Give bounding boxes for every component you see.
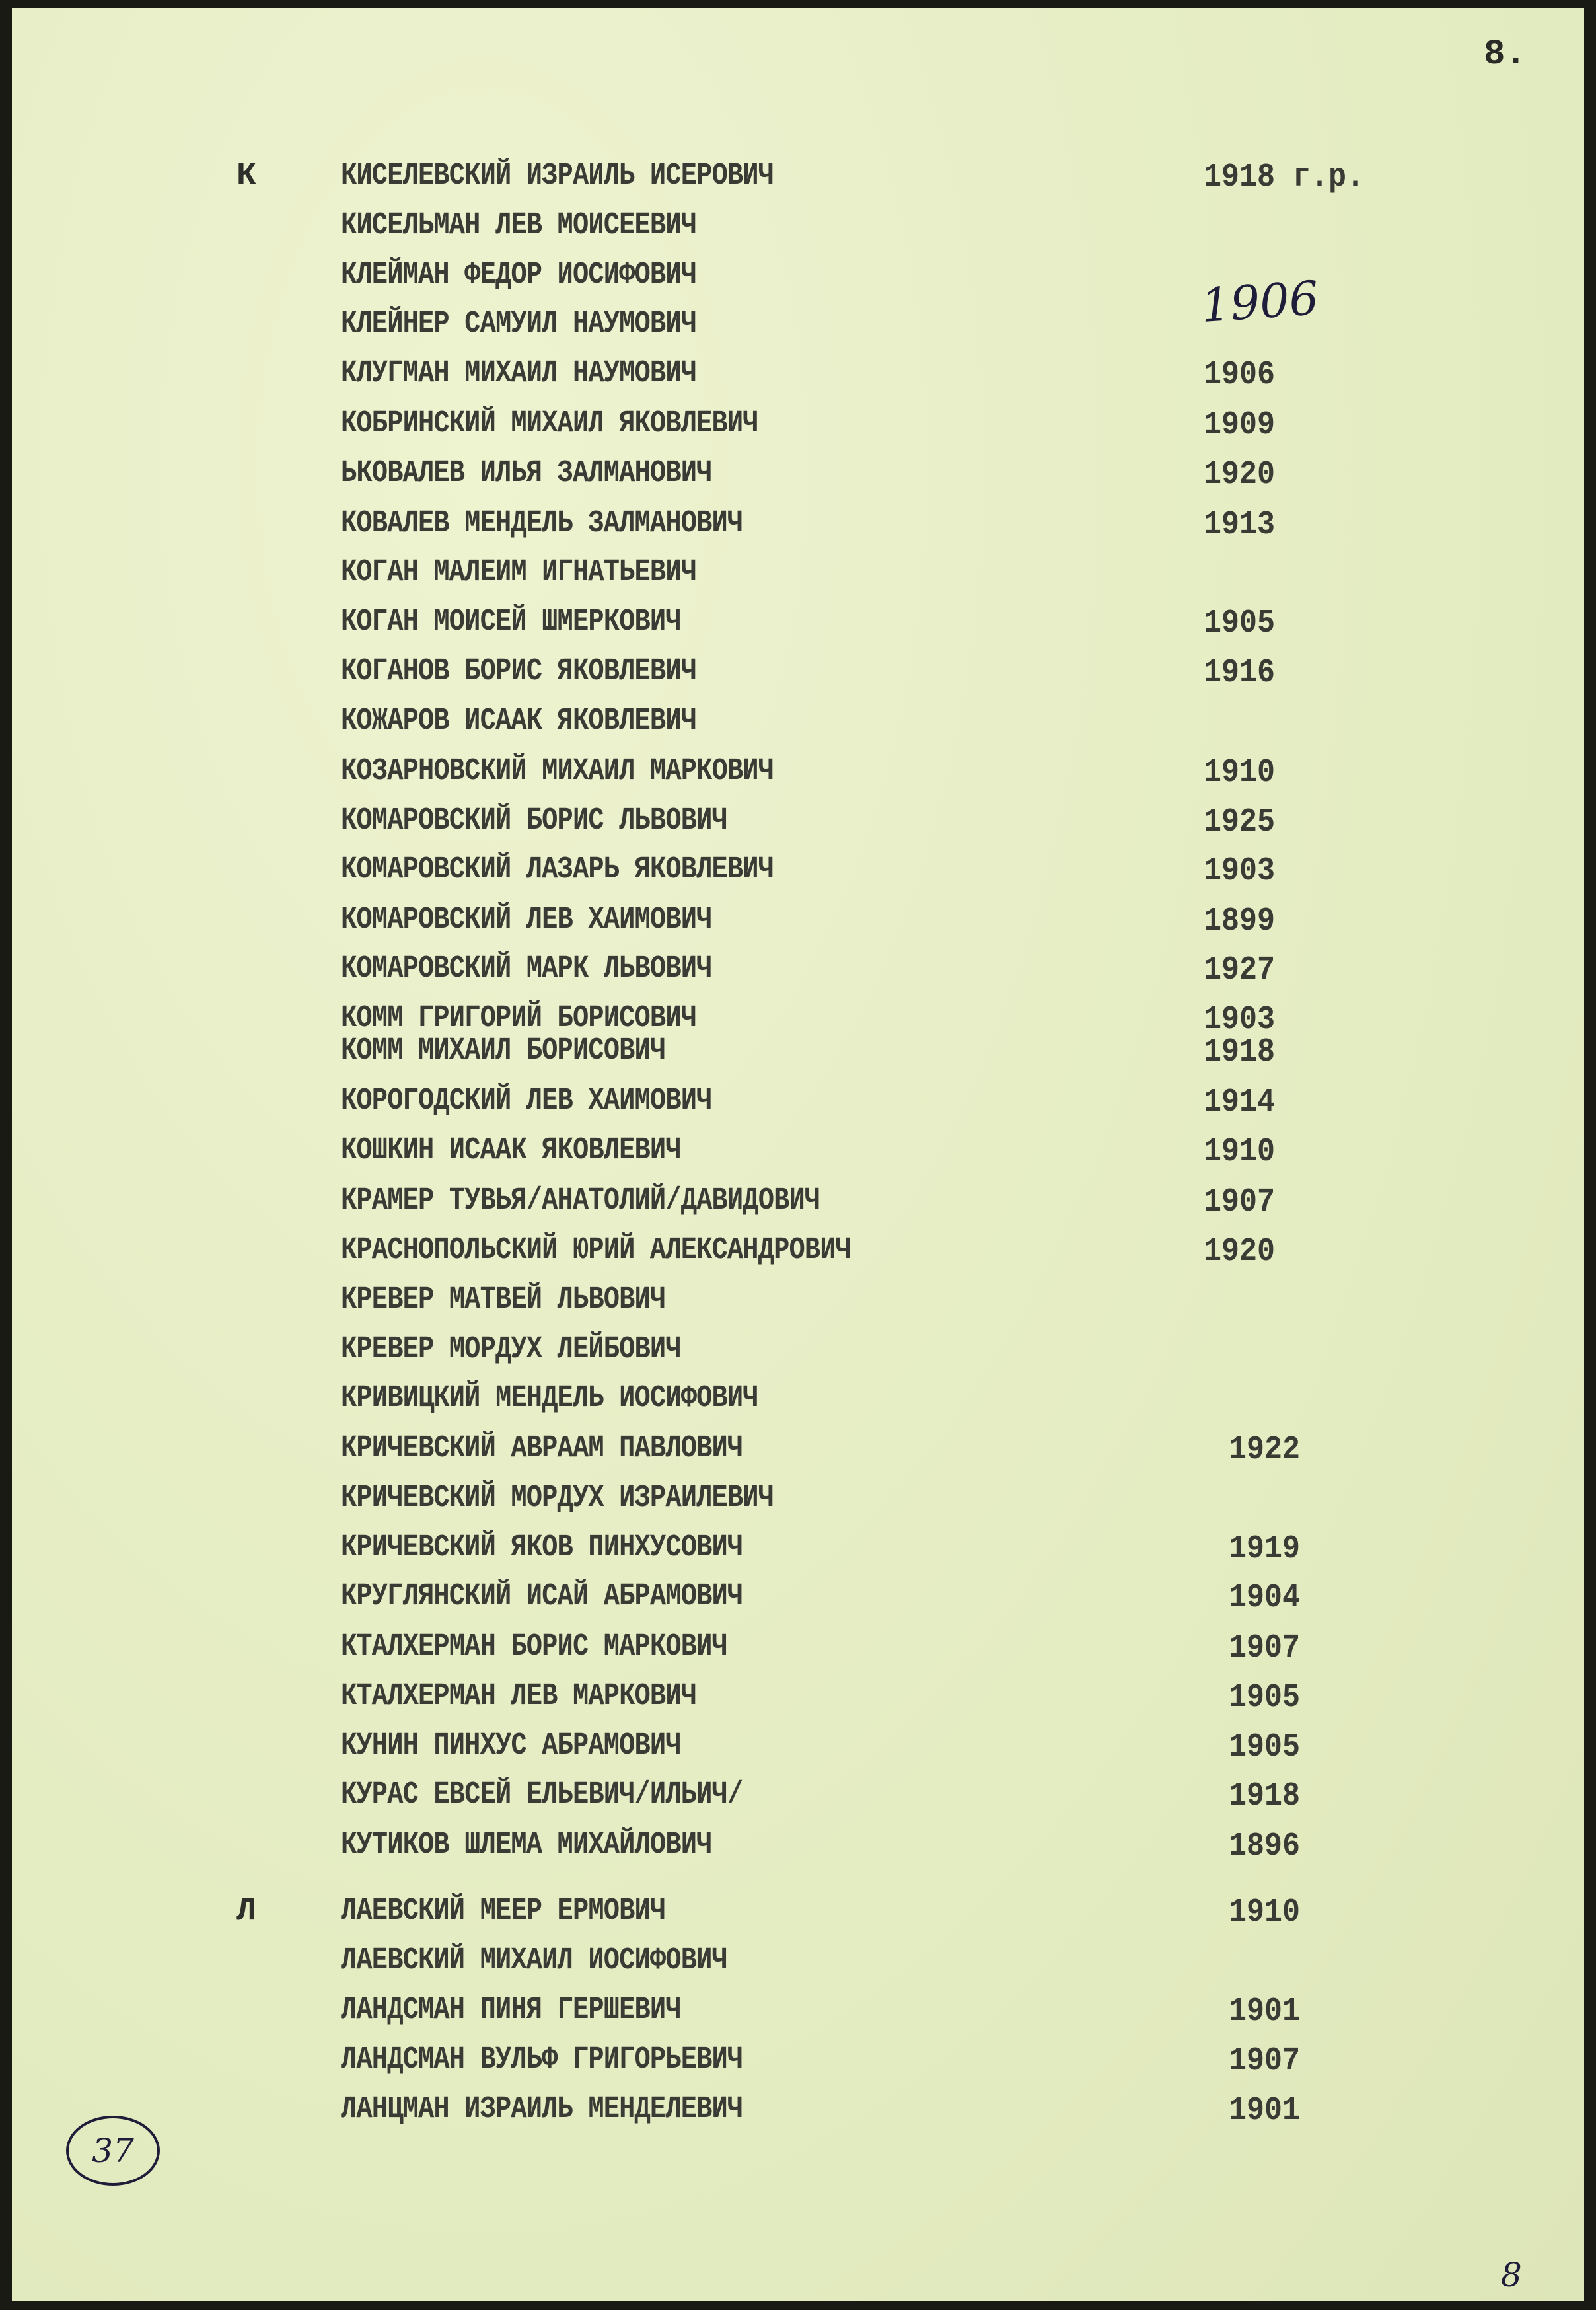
birth-year: 1907: [1229, 2042, 1301, 2080]
list-row: [12, 903, 1584, 942]
birth-year: 1910: [1229, 1894, 1301, 1931]
person-name: КИСЕЛЕВСКИЙ ИЗРАИЛЬ ИСЕРОВИЧ: [341, 159, 774, 194]
person-name: КРИЧЕВСКИЙ МОРДУХ ИЗРАИЛЕВИЧ: [341, 1481, 774, 1516]
list-row: [12, 555, 1584, 595]
birth-year: 1901: [1229, 2092, 1301, 2130]
birth-year: 1907: [1229, 1629, 1301, 1667]
person-name: КОШКИН ИСААК ЯКОВЛЕВИЧ: [341, 1133, 681, 1168]
list-row: [12, 852, 1584, 892]
person-name: ЛАНДСМАН ВУЛЬФ ГРИГОРЬЕВИЧ: [341, 2042, 743, 2077]
person-name: КУРАС ЕВСЕЙ ЕЛЬЕВИЧ/ИЛЬИЧ/: [341, 1777, 743, 1812]
list-row: [12, 605, 1584, 644]
birth-year: 1913: [1204, 506, 1276, 544]
person-name: КТАЛХЕРМАН ЛЕВ МАРКОВИЧ: [341, 1679, 697, 1714]
list-row: [12, 2092, 1584, 2132]
birth-year: 1901: [1229, 1993, 1301, 2031]
birth-year: 1918: [1229, 1777, 1301, 1815]
birth-year: 1910: [1204, 754, 1276, 792]
birth-year: 1925: [1204, 803, 1276, 841]
person-name: КРУГЛЯНСКИЙ ИСАЙ АБРАМОВИЧ: [341, 1579, 743, 1614]
birth-year: 1920: [1204, 456, 1276, 494]
list-row: [12, 1183, 1584, 1223]
section-letter: Л: [236, 1892, 257, 1930]
person-name: КТАЛХЕРМАН БОРИС МАРКОВИЧ: [341, 1629, 727, 1664]
person-name: КОМАРОВСКИЙ ЛАЗАРЬ ЯКОВЛЕВИЧ: [341, 852, 774, 887]
bottom-page-mark: 8: [1501, 2256, 1522, 2294]
person-name: КОРОГОДСКИЙ ЛЕВ ХАИМОВИЧ: [341, 1084, 712, 1119]
person-name: КОММ ГРИГОРИЙ БОРИСОВИЧ: [341, 1001, 697, 1036]
birth-year: 1916: [1204, 654, 1276, 692]
list-row: [12, 754, 1584, 794]
list-row: [12, 1993, 1584, 2032]
page-number: 8.: [1484, 34, 1527, 75]
person-name: КОМАРОВСКИЙ ЛЕВ ХАИМОВИЧ: [341, 903, 712, 938]
list-row: [12, 1777, 1584, 1817]
birth-year: 1914: [1204, 1084, 1276, 1121]
person-name: КРИЧЕВСКИЙ АВРААМ ПАВЛОВИЧ: [341, 1431, 743, 1466]
person-name: КОМАРОВСКИЙ МАРК ЛЬВОВИЧ: [341, 951, 712, 987]
list-row: [12, 1133, 1584, 1173]
person-name: КРАСНОПОЛЬСКИЙ ЮРИЙ АЛЕКСАНДРОВИЧ: [341, 1233, 852, 1268]
person-name: ЛАЕВСКИЙ МИХАИЛ ИОСИФОВИЧ: [341, 1943, 727, 1978]
birth-year: 1920: [1204, 1233, 1276, 1271]
list-row: [12, 951, 1584, 991]
birth-year: 1918 г.р.: [1204, 159, 1365, 196]
person-name: КРИЧЕВСКИЙ ЯКОВ ПИНХУСОВИЧ: [341, 1530, 743, 1565]
list-row: [12, 1729, 1584, 1768]
person-name: КОБРИНСКИЙ МИХАИЛ ЯКОВЛЕВИЧ: [341, 406, 758, 441]
circled-number-stamp: 37: [66, 2116, 160, 2186]
person-name: КОГАН МАЛЕИМ ИГНАТЬЕВИЧ: [341, 555, 697, 590]
section-letter: К: [236, 157, 257, 195]
person-name: КОМАРОВСКИЙ БОРИС ЛЬВОВИЧ: [341, 803, 727, 838]
list-row: [12, 1332, 1584, 1372]
birth-year: 1905: [1229, 1729, 1301, 1766]
person-name: КОММ МИХАИЛ БОРИСОВИЧ: [341, 1033, 666, 1068]
list-row: [12, 307, 1584, 346]
person-name: КЛЕЙМАН ФЕДОР ИОСИФОВИЧ: [341, 258, 697, 293]
person-name: КУТИКОВ ШЛЕМА МИХАЙЛОВИЧ: [341, 1828, 712, 1863]
list-row: [12, 1828, 1584, 1867]
person-name: ЛАНДСМАН ПИНЯ ГЕРШЕВИЧ: [341, 1993, 681, 2028]
list-row: [12, 1381, 1584, 1421]
list-row: [12, 1530, 1584, 1570]
list-row: [12, 1579, 1584, 1619]
list-row: [12, 1431, 1584, 1471]
birth-year: 1899: [1204, 903, 1276, 940]
birth-year: 1903: [1204, 1001, 1276, 1039]
list-row: [12, 1084, 1584, 1123]
handwritten-year: 1906: [1199, 270, 1321, 334]
person-name: ЛАЕВСКИЙ МЕЕР ЕРМОВИЧ: [341, 1894, 666, 1929]
person-name: КЛУГМАН МИХАИЛ НАУМОВИЧ: [341, 356, 697, 391]
list-row: [12, 1943, 1584, 1983]
list-row: [12, 654, 1584, 694]
list-row: [12, 2042, 1584, 2082]
person-name: КОГАНОВ БОРИС ЯКОВЛЕВИЧ: [341, 654, 697, 689]
list-row: [12, 1033, 1584, 1073]
birth-year: 1905: [1229, 1679, 1301, 1717]
birth-year: 1903: [1204, 852, 1276, 890]
person-name: ЛАНЦМАН ИЗРАИЛЬ МЕНДЕЛЕВИЧ: [341, 2092, 743, 2127]
person-name: КРЕВЕР МАТВЕЙ ЛЬВОВИЧ: [341, 1283, 666, 1318]
list-row: [12, 406, 1584, 446]
birth-year: 1919: [1229, 1530, 1301, 1568]
person-name: КРИВИЦКИЙ МЕНДЕЛЬ ИОСИФОВИЧ: [341, 1381, 758, 1416]
list-row: [12, 704, 1584, 743]
birth-year: 1918: [1204, 1033, 1276, 1071]
birth-year: 1905: [1204, 605, 1276, 642]
birth-year: 1922: [1229, 1431, 1301, 1469]
list-row: [12, 1629, 1584, 1669]
list-row: [12, 506, 1584, 546]
person-name: КОЖАРОВ ИСААК ЯКОВЛЕВИЧ: [341, 704, 697, 739]
person-name: ЬКОВАЛЕВ ИЛЬЯ ЗАЛМАНОВИЧ: [341, 456, 712, 491]
person-name: КИСЕЛЬМАН ЛЕВ МОИСЕЕВИЧ: [341, 208, 697, 243]
list-row: [12, 456, 1584, 496]
person-name: КОВАЛЕВ МЕНДЕЛЬ ЗАЛМАНОВИЧ: [341, 506, 743, 541]
list-row: [12, 356, 1584, 396]
person-name: КОЗАРНОВСКИЙ МИХАИЛ МАРКОВИЧ: [341, 754, 774, 789]
birth-year: 1904: [1229, 1579, 1301, 1617]
person-name: КОГАН МОИСЕЙ ШМЕРКОВИЧ: [341, 605, 681, 640]
list-row: [12, 208, 1584, 248]
person-name: КЛЕЙНЕР САМУИЛ НАУМОВИЧ: [341, 307, 697, 342]
list-row: [12, 1679, 1584, 1719]
birth-year: 1910: [1204, 1133, 1276, 1171]
document-page: [12, 8, 1584, 2301]
person-name: КРАМЕР ТУВЬЯ/АНАТОЛИЙ/ДАВИДОВИЧ: [341, 1183, 820, 1218]
birth-year: 1927: [1204, 951, 1276, 989]
person-name: КРЕВЕР МОРДУХ ЛЕЙБОВИЧ: [341, 1332, 681, 1367]
birth-year: 1906: [1204, 356, 1276, 394]
person-name: КУНИН ПИНХУС АБРАМОВИЧ: [341, 1729, 681, 1764]
list-row: [12, 1481, 1584, 1520]
birth-year: 1896: [1229, 1828, 1301, 1865]
list-row: [12, 1233, 1584, 1273]
list-row: [12, 1283, 1584, 1322]
list-row: [12, 803, 1584, 843]
birth-year: 1909: [1204, 406, 1276, 444]
birth-year: 1907: [1204, 1183, 1276, 1221]
list-row: [12, 258, 1584, 297]
